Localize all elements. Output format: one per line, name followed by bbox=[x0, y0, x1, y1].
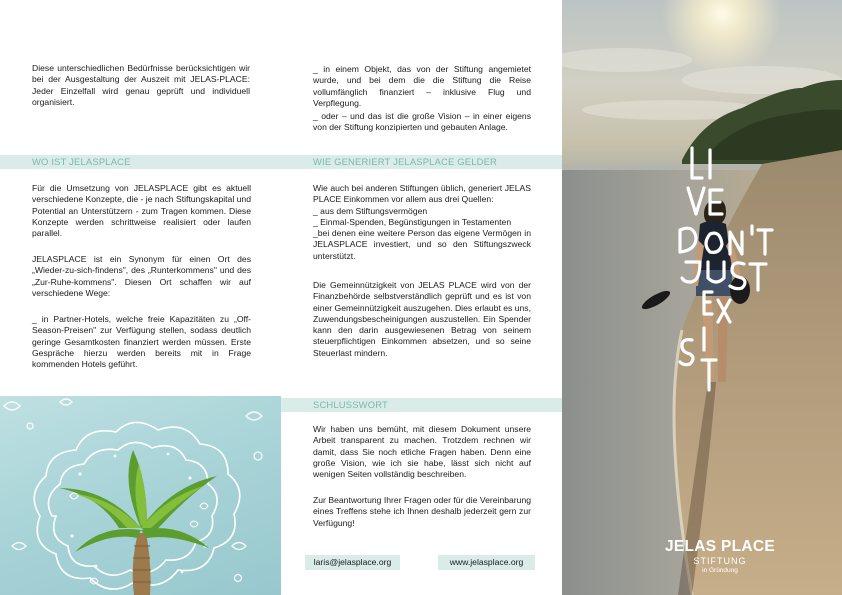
section-title-wo-ist: WO IST JELASPLACE bbox=[32, 156, 131, 167]
brand-subtitle: STIFTUNG bbox=[693, 556, 747, 566]
vision-paragraph: _ oder – und das ist die große Vision – in einer eigens von der Stiftung konzipierten und gebauten Anlage. bbox=[313, 111, 531, 133]
email-link[interactable]: laris@jelasplace.org bbox=[305, 555, 400, 570]
synonym-paragraph: JELASPLACE ist ein Synonym für einen Ort des „Wieder-zu-sich-findens", des „Runterkommens" und des „Zur-Ruhe-kommens". Diesen Ort schaffen wir auf verschiedene Wege: bbox=[32, 254, 251, 298]
section-title-gelder: WIE GENERIERT JELASPLACE GELDER bbox=[313, 156, 498, 167]
objekt-paragraph: _ in einem Objekt, das von der Stiftung angemietet wurde, und bei dem die die Stiftung die Reise vollumfänglich finanziert – inklusive Flug und Verpflegung. bbox=[313, 64, 531, 108]
brand-note: in Gründung bbox=[702, 567, 738, 574]
partner-hotels-paragraph: _ in Partner-Hotels, welche freie Kapazitäten zu „Off-Season-Preisen" zur Verfügung stellen, sodass deutlich geringe Gesamtkosten finanziert werden müssen. Erste Gespräche hierzu werden bereits mit in Frage kommenden Hotels geführt. bbox=[32, 314, 251, 370]
schlusswort-paragraph: Wir haben uns bemüht, mit diesem Dokument unsere Arbeit transparent zu machen. Trotzdem rechnen wir damit, dass Sie noch etliche Fragen haben. Denn eine große Vision, wie ich sie habe, lässt sich nicht auf wenigen Seiten vollständig beschreiben. bbox=[313, 424, 531, 480]
gemeinnuetzigkeit-paragraph: Die Gemeinnützigkeit von JELAS PLACE wird von der Finanzbehörde selbstverständlich geprüft und es ist von einer Gemeinnützigkeit auszugehen. Dies erlaubt es uns, Zuwendungsbescheinigungen auszustellen. Ein Spender kann den darin ausgewiesenen Betrag von seinem steuerpflichtigen Einkommen absetzen, und so seine Steuerlast mindern. bbox=[313, 280, 531, 358]
doodle-cloud-outline bbox=[0, 396, 281, 595]
palm-tree-illustration bbox=[0, 396, 281, 595]
section-band-wo-ist bbox=[0, 155, 281, 169]
section-band-schlusswort bbox=[281, 398, 562, 412]
gelder-paragraph: Wie auch bei anderen Stiftungen üblich, generiert JELAS PLACE Einkommen vor allem aus drei Quellen: _ aus dem Stiftungsvermögen _ Einmal-Spenden, Begünstigungen in Testamenten _bei denen eine weitere Person das eigene Vermögen in JELASPLACE investiert, und so den Stiftungszweck unterstützt. bbox=[313, 183, 531, 261]
brand-name: JELAS PLACE bbox=[664, 538, 776, 555]
section-title-schlusswort: SCHLUSSWORT bbox=[313, 399, 388, 410]
website-link[interactable]: www.jelasplace.org bbox=[438, 555, 535, 570]
wo-ist-paragraph: Für die Umsetzung von JELASPLACE gibt es aktuell verschiedene Konzepte, die - je nach Stiftungskapital und Potential an Unterstützern - zum Tragen kommen. Diese Konzepte werden schrittweise realisiert oder laufen parallel. bbox=[32, 183, 251, 239]
intro-paragraph: Diese unterschiedlichen Bedürfnisse berücksichtigen wir bei der Ausgestaltung der Auszeit mit JELAS-PLACE: Jeder Einzelfall wird genau geprüft und individuell organisiert. bbox=[32, 63, 250, 107]
section-band-gelder bbox=[281, 155, 562, 169]
brand-block bbox=[562, 538, 842, 575]
beach-photo bbox=[562, 0, 842, 595]
kontakt-paragraph: Zur Beantwortung Ihrer Fragen oder für die Vereinbarung eines Treffens stehe ich Ihnen deshalb jederzeit gern zur Verfügung! bbox=[313, 495, 531, 528]
